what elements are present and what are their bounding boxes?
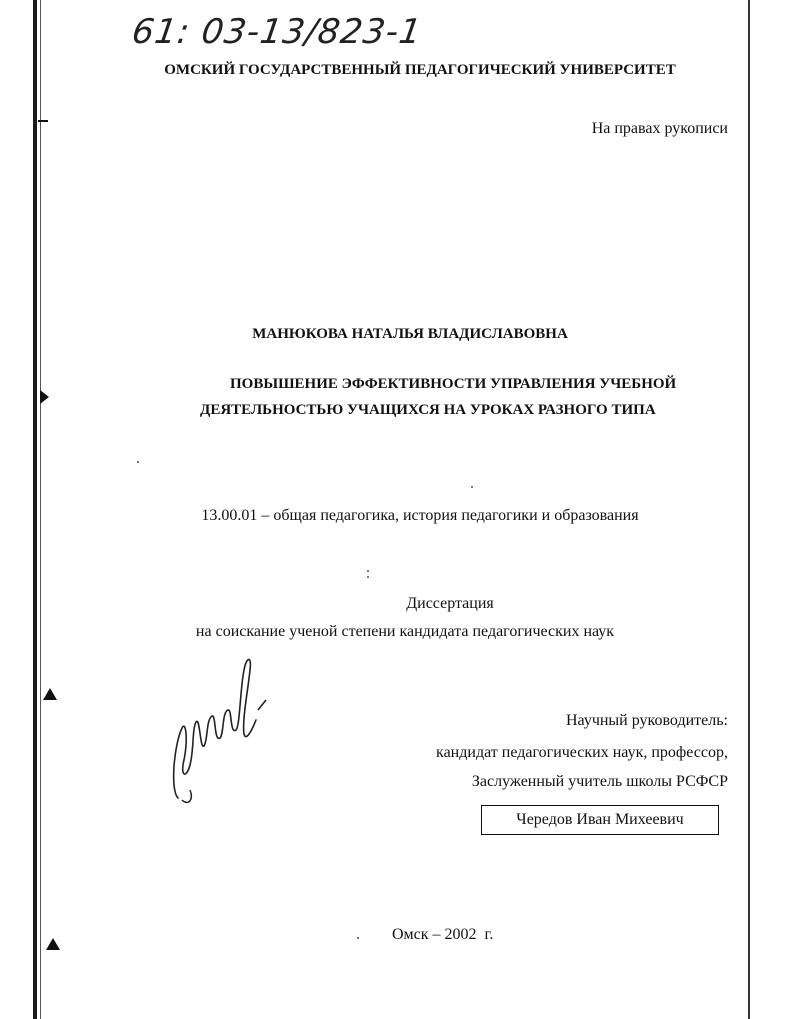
supervisor-degree: кандидат педагогических наук, профессор, bbox=[436, 744, 728, 761]
supervisor-heading: Научный руководитель: bbox=[565, 712, 728, 729]
scan-border-left bbox=[33, 0, 37, 1019]
dissertation-title-line-2: ДЕЯТЕЛЬНОСТЬЮ УЧАЩИХСЯ НА УРОКАХ РАЗНОГО ТИПА bbox=[200, 402, 656, 418]
specialty-text: 13.00.01 – общая педагогика, история педагогики и образования bbox=[201, 507, 639, 524]
scan-speck bbox=[471, 486, 473, 488]
scan-speck bbox=[367, 576, 369, 578]
dissertation-type: Диссертация bbox=[406, 595, 494, 612]
scan-border-left-inner bbox=[40, 0, 41, 1019]
scan-mark bbox=[46, 938, 60, 950]
scan-speck bbox=[367, 570, 369, 572]
scan-speck bbox=[357, 937, 359, 939]
dissertation-purpose: на соискание ученой степени кандидата педагогических наук bbox=[195, 623, 615, 640]
signature bbox=[160, 650, 270, 810]
scan-speck bbox=[137, 461, 139, 463]
place-year: Омск – 2002 г. bbox=[392, 926, 494, 943]
scan-mark bbox=[38, 120, 48, 122]
dissertation-title-line-1: ПОВЫШЕНИЕ ЭФФЕКТИВНОСТИ УПРАВЛЕНИЯ УЧЕБНОЙ bbox=[230, 376, 677, 392]
scan-mark bbox=[40, 390, 49, 404]
manuscript-note: На правах рукописи bbox=[591, 120, 728, 137]
archive-number: 61: 03-13/823-1 bbox=[129, 12, 425, 52]
author-name: МАНЮКОВА НАТАЛЬЯ ВЛАДИСЛАВОВНА bbox=[252, 326, 568, 342]
scan-mark bbox=[43, 688, 57, 700]
supervisor-name: Чередов Иван Михеевич bbox=[481, 805, 719, 835]
university-name: ОМСКИЙ ГОСУДАРСТВЕННЫЙ ПЕДАГОГИЧЕСКИЙ УНИВЕРСИТЕТ bbox=[164, 62, 676, 78]
specialty-code bbox=[60, 507, 792, 525]
supervisor-honor: Заслуженный учитель школы РСФСР bbox=[471, 773, 728, 790]
